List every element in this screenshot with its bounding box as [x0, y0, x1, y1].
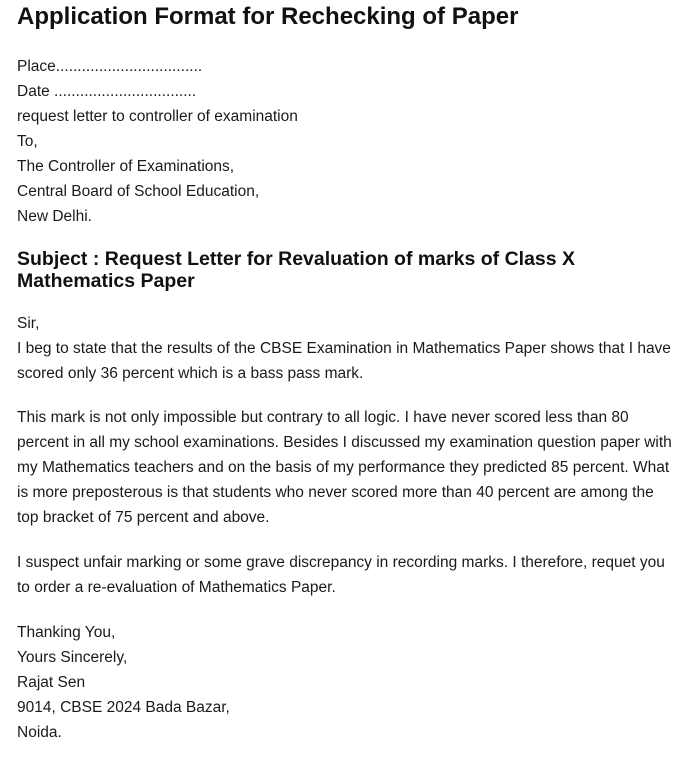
page-title: Application Format for Rechecking of Paper [17, 3, 519, 30]
place-line: Place.................................. [17, 58, 203, 75]
sender-name: Rajat Sen [17, 674, 86, 691]
salutation-block [17, 311, 667, 336]
address-line-2: Noida. [17, 724, 62, 741]
recipient-line-1: The Controller of Examinations, [17, 158, 235, 175]
salutation: Sir, [17, 315, 40, 332]
paragraph-3: I suspect unfair marking or some grave discrepancy in recording marks. I therefore, requet you to order a re-evaluation of Mathematics Paper. [17, 554, 665, 596]
recipient-line-2: Central Board of School Education, [17, 183, 260, 200]
to-line: To, [17, 133, 38, 150]
subject-heading: Subject : Request Letter for Revaluation of marks of Class X Mathematics Paper [17, 248, 576, 292]
thanks-line: Thanking You, [17, 624, 116, 641]
letter-header [17, 54, 667, 229]
letter-closing [17, 620, 667, 745]
date-line: Date ................................. [17, 83, 197, 100]
paragraph-1: I beg to state that the results of the CBSE Examination in Mathematics Paper shows that I have scored only 36 percent which is a bass pass mark. [17, 340, 671, 382]
recipient-line-3: New Delhi. [17, 208, 92, 225]
letter-note: request letter to controller of examination [17, 108, 298, 125]
address-line-1: 9014, CBSE 2024 Bada Bazar, [17, 699, 230, 716]
sign-off-line: Yours Sincerely, [17, 649, 128, 666]
paragraph-2: This mark is not only impossible but contrary to all logic. I have never scored less than 80 percent in all my school examinations. Besides I discussed my examination question paper with my Mathematics teachers and on the basis of my performance they predicted 85 percent. What is more preposterous is that students who never scored more than 40 percent are among the top bracket of 75 percent and above. [17, 409, 672, 526]
